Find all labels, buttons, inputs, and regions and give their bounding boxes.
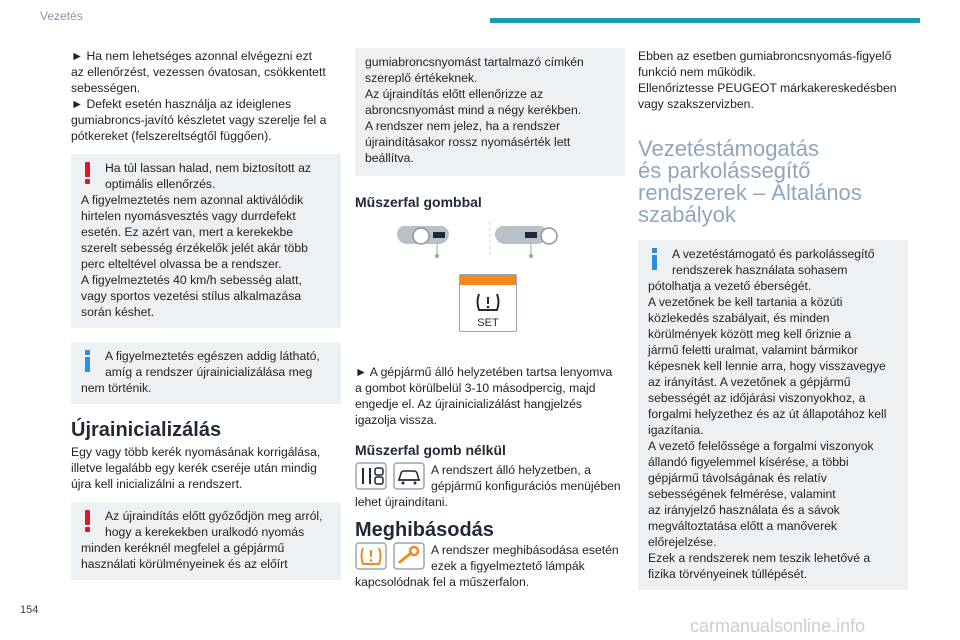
- section-heading-with-button: Műszerfal gombbal: [355, 194, 482, 210]
- column-2: [355, 48, 625, 590]
- tyre-pressure-warning-icon: [355, 542, 387, 570]
- text-line: sebességen.: [71, 81, 141, 95]
- config-icons: [355, 462, 425, 490]
- text-line: nem történik.: [81, 381, 152, 395]
- running-header: Vezetés: [40, 9, 83, 23]
- set-button-top-strip: [460, 275, 516, 285]
- text-line: Ellenőriztesse PEUGEOT márkakereskedésben: [638, 81, 897, 95]
- car-config-icon: [393, 462, 425, 490]
- text-line: A rendszer nem jelez, ha a rendszer: [365, 119, 561, 133]
- reinit-paragraph: [71, 444, 341, 492]
- text-line: pótkereket (felszereltségtől függően).: [71, 129, 272, 143]
- text-line: beállítva.: [365, 151, 414, 165]
- text-line: pótolhatja a vezető éberségét.: [648, 279, 812, 293]
- text-line: rendszerek használata sohasem: [672, 263, 848, 277]
- warning-note: [71, 154, 341, 328]
- text-line: az irányjelző használata és a sávok: [648, 503, 840, 517]
- text-line: minden keréknél megfelel a gépjármű: [81, 541, 285, 555]
- text-line: szerelt sebesség érzékelők jelét akár több: [81, 241, 308, 255]
- heading-line: szabályok: [638, 202, 736, 227]
- text-line: Az újraindítás előtt ellenőrizze az: [365, 87, 544, 101]
- text-line: optimális ellenőrzés.: [105, 177, 216, 191]
- text-line: Ezek a rendszerek nem teszik lehetővé a: [648, 551, 871, 565]
- text-line: perc elteltével olvassa be a rendszer.: [81, 257, 282, 271]
- text-line: ezek a figyelmeztető lámpák: [431, 559, 585, 573]
- text-line: ► Ha nem lehetséges azonnal elvégezni ezt: [71, 49, 313, 63]
- heading-line: Vezetéstámogatás: [638, 136, 820, 161]
- dashboard-illustration: [355, 218, 625, 358]
- text-line: újra kell inicializálni a rendszert.: [71, 477, 243, 491]
- text-line: hirtelen nyomásvesztés vagy durrdefekt: [81, 209, 296, 223]
- text-line: igazítania.: [648, 423, 704, 437]
- text-line: vagy sportos vezetési stílus alkalmazása: [81, 289, 302, 303]
- text-line: fizika törvényeinek túllépését.: [648, 567, 808, 581]
- text-line: Az újraindítás előtt győződjön meg arról,: [105, 509, 323, 523]
- set-button-label: SET: [477, 317, 499, 329]
- text-line: esetén. Ez azért van, mert a kerekekbe: [81, 225, 294, 239]
- steering-wheel-left-icon: [397, 226, 449, 258]
- heading-line: és parkolássegítő: [638, 158, 811, 183]
- warning-icon: [85, 510, 91, 532]
- text-line: Ha túl lassan halad, nem biztosított az: [105, 161, 311, 175]
- text-line: használati körülményeinek és az előírt: [81, 557, 288, 571]
- tyre-pressure-icon: [474, 291, 502, 313]
- no-button-block: [355, 462, 625, 510]
- text-line: igazolja vissza.: [355, 413, 437, 427]
- text-line: gumiabroncs-javító készletet vagy szerelje fel a: [71, 113, 327, 127]
- header-accent-bar: [490, 18, 920, 23]
- text-line: megváltoztatása előtt a manőverek: [648, 519, 838, 533]
- intro-paragraph: [71, 48, 341, 144]
- text-line: a gombot körülbelül 3-10 másodpercig, majd: [355, 381, 596, 395]
- text-line: hogy a kerekekben uralkodó nyomás: [105, 525, 305, 539]
- info-icon: [652, 248, 658, 270]
- text-line: során késhet.: [81, 305, 155, 319]
- watermark: carmanualsonline.info: [690, 616, 866, 636]
- text-line: lehet újraindítani.: [355, 495, 448, 509]
- malfunction-icons: [355, 542, 425, 570]
- text-line: Ebben az esetben gumiabroncsnyomás-figyelő: [638, 49, 892, 63]
- text-line: az ellenőrzést, vezessen óvatosan, csökkentett: [71, 65, 326, 79]
- text-line: engedje el. Az újrainicializálást hangjelzés: [355, 397, 582, 411]
- text-line: sebességének felmérése, valamint: [648, 487, 836, 501]
- text-line: A vezetőnek be kell tartania a közúti: [648, 295, 843, 309]
- section-heading-driving-assistance: [638, 138, 908, 226]
- text-line: Egy vagy több kerék nyomásának korrigálása,: [71, 445, 321, 459]
- settings-menu-icon: [355, 462, 387, 490]
- warning-note-continued: [355, 48, 625, 176]
- warning-note: [71, 502, 341, 580]
- column-3: [638, 48, 908, 590]
- service-wrench-icon: [393, 542, 425, 570]
- text-line: A figyelmeztetés egészen addig látható,: [105, 349, 320, 363]
- text-line: gépjármű távolságának és relatív: [648, 471, 827, 485]
- section-heading-without-button: Műszerfal gomb nélkül: [355, 442, 506, 458]
- text-line: állandó figyelemmel kísérése, a többi: [648, 455, 849, 469]
- text-line: az irányítást. A vezetőnek a gépjármű: [648, 375, 851, 389]
- info-note: [71, 342, 341, 404]
- info-icon: [85, 350, 91, 372]
- text-line: előrejelzése.: [648, 535, 717, 549]
- malfunction-block: [355, 542, 625, 590]
- section-heading-reinit: Újrainicializálás: [71, 419, 222, 441]
- text-line: A vezető felelőssége a forgalmi viszonyok: [648, 439, 874, 453]
- text-line: képesnek kell lennie arra, hogy visszavegye: [648, 359, 886, 373]
- text-line: ► Defekt esetén használja az ideiglenes: [71, 97, 292, 111]
- heading-line: rendszerek – Általános: [638, 180, 862, 205]
- set-button[interactable]: [459, 274, 517, 332]
- button-instruction: [355, 364, 625, 428]
- text-line: A figyelmeztetés 40 km/h sebesség alatt,: [81, 273, 302, 287]
- page-number: 154: [20, 604, 39, 616]
- text-line: jármű feletti uralmat, valamint bármikor: [648, 343, 858, 357]
- text-line: forgalmi helyzethez és az út állapotához kell: [648, 407, 887, 421]
- steering-wheel-right-icon: [495, 226, 557, 258]
- text-line: A vezetéstámogató és parkolássegítő: [672, 247, 875, 261]
- column-1: [71, 48, 341, 580]
- info-note: [638, 240, 908, 590]
- text-line: szereplő értékeknek.: [365, 71, 478, 85]
- text-line: amíg a rendszer újrainicializálása meg: [105, 365, 313, 379]
- text-line: körülmények között meg kell őriznie a: [648, 327, 852, 341]
- text-line: illetve legalább egy kerék cseréje után mindig: [71, 461, 317, 475]
- section-heading-malfunction: Meghibásodás: [355, 519, 494, 541]
- text-line: közlekedés szabályait, és minden: [648, 311, 830, 325]
- text-line: kapcsolódnak fel a műszerfalon.: [355, 575, 530, 589]
- text-line: gépjármű konfigurációs menüjében: [431, 479, 621, 493]
- warning-icon: [85, 162, 91, 184]
- text-line: A rendszert álló helyzetben, a: [431, 463, 591, 477]
- text-line: sebességét az időjárási viszonyokhoz, a: [648, 391, 866, 405]
- text-line: gumiabroncsnyomást tartalmazó címkén: [365, 55, 584, 69]
- text-line: ► A gépjármű álló helyzetében tartsa lenyomva: [355, 365, 613, 379]
- text-line: újraindításakor rossz nyomásérték lett: [365, 135, 571, 149]
- text-line: vagy szakszervizben.: [638, 97, 754, 111]
- intro-paragraph: [638, 48, 908, 112]
- text-line: abroncsnyomást mind a négy kerékben.: [365, 103, 582, 117]
- text-line: A rendszer meghibásodása esetén: [431, 543, 619, 557]
- text-line: funkció nem működik.: [638, 65, 756, 79]
- text-line: A figyelmeztetés nem azonnal aktiválódik: [81, 193, 304, 207]
